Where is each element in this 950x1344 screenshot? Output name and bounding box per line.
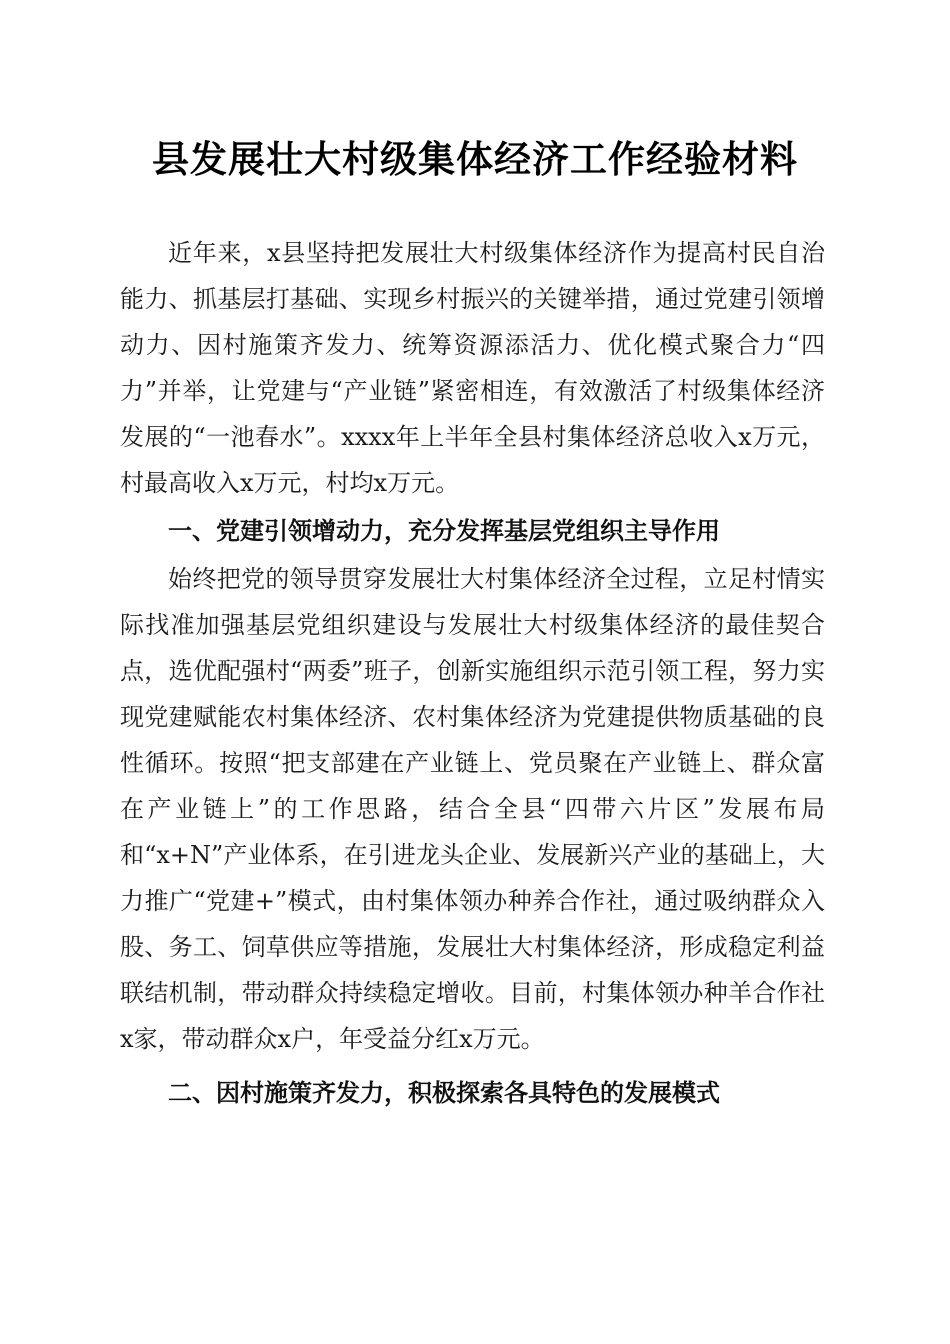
- document-body: [120, 230, 825, 1118]
- document-title: 县发展壮大村级集体经济工作经验材料: [152, 137, 798, 181]
- intro-paragraph: 近年来，x县坚持把发展壮大村级集体经济作为提高村民自治能力、抓基层打基础、实现乡村振兴的关键举措，通过党建引领增动力、因村施策齐发力、统筹资源添活力、优化模式聚合力“四力”并举，让党建与“产业链”紧密相连，有效激活了村级集体经济发展的“一池春水”。xxxx年上半年全县村集体经济总收入x万元，村最高收入x万元，村均x万元。: [120, 239, 825, 497]
- section-1-heading: 一、党建引领增动力，充分发挥基层党组织主导作用: [168, 517, 720, 545]
- section-1-paragraph: 始终把党的领导贯穿发展壮大村集体经济全过程，立足村情实际找准加强基层党组织建设与发展壮大村级集体经济的最佳契合点，选优配强村“两委”班子，创新实施组织示范引领工程，努力实现党建赋能农村集体经济、农村集体经济为党建提供物质基础的良性循环。按照“把支部建在产业链上、党员聚在产业链上、群众富在产业链上”的工作思路，结合全县“四带六片区”发展布局和“x+N”产业体系，在引进龙头企业、发展新兴产业的基础上，大力推广“党建+”模式，由村集体领办种养合作社，通过吸纳群众入股、务工、饲草供应等措施，发展壮大村集体经济，形成稳定利益联结机制，带动群众持续稳定增收。目前，村集体领办种羊合作社x家，带动群众x户，年受益分红x万元。: [120, 565, 825, 1053]
- section-2-heading: 二、因村施策齐发力，积极探索各具特色的发展模式: [168, 1079, 720, 1107]
